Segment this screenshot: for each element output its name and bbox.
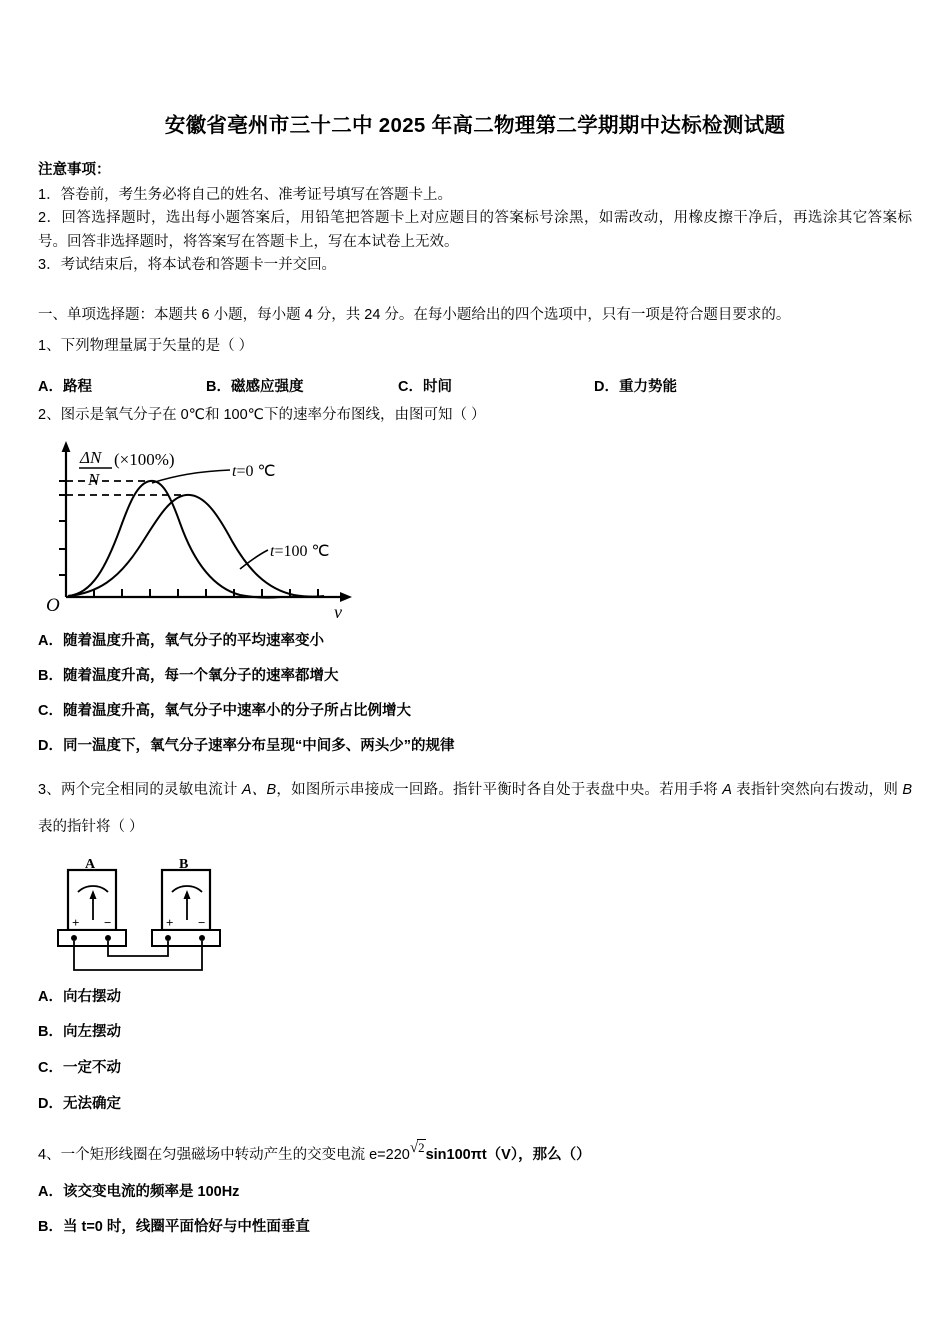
radicand-value: 2: [418, 1139, 425, 1155]
question-2-option-a[interactable]: A．随着温度升高，氧气分子的平均速率变小: [38, 633, 324, 650]
question-4-text-2: sin100πt（V），那么（）: [425, 1146, 591, 1163]
question-2-stem: [38, 402, 912, 430]
meter-b-positive-terminal-label: +: [166, 914, 174, 930]
question-1-text: 下列物理量属于矢量的是（ ）: [60, 338, 254, 355]
question-1-stem: [38, 333, 912, 361]
question-4-text-1: 一个矩形线圈在匀强磁场中转动产生的交变电流 e=220: [60, 1146, 410, 1163]
question-3-meter-ab: A、B: [241, 781, 277, 798]
question-3-options: [38, 988, 912, 1114]
notice-item-3: 3．考试结束后，将本试卷和答题卡一并交回。: [38, 257, 337, 274]
meter-a-negative-terminal-label: −: [104, 914, 112, 930]
question-1-options: [38, 375, 912, 396]
notice-item-2: 2．回答选择题时，选出每小题答案后，用铅笔把答题卡上对应题目的答案标号涂黑，如需改动，用橡皮擦干净后，再选涂其它答案标号。回答非选择题时，将答案写在答题卡上，写在本试卷上无效。: [38, 210, 912, 250]
question-2-options: [38, 632, 912, 755]
y-axis-label-denominator: N: [88, 470, 100, 490]
question-4-option-b[interactable]: B．当 t=0 时，线圈平面恰好与中性面垂直: [38, 1219, 310, 1236]
meter-a-label: A: [85, 857, 96, 872]
question-3-text-4: 表的指针将（ ）: [38, 818, 144, 835]
question-2-option-c[interactable]: C．随着温度升高，氧气分子中速率小的分子所占比例增大: [38, 702, 411, 719]
galvanometer-circuit-figure: [0, 858, 950, 978]
question-1-option-d[interactable]: D．重力势能: [594, 378, 677, 395]
notice-item-1: 1．答卷前，考生务必将自己的姓名、准考证号填写在答题卡上。: [38, 187, 453, 203]
question-3-text-1: 两个完全相同的灵敏电流计: [61, 781, 242, 798]
meter-b-label: B: [179, 857, 189, 872]
galvanometer-circuit-diagram: [50, 858, 250, 978]
question-3-number: 3、: [38, 781, 62, 798]
page-title: 安徽省亳州市三十二中 2025 年高二物理第二学期期中达标检测试题: [164, 114, 786, 137]
section-heading-single-choice: 一、单项选择题：本题共 6 小题，每小题 4 分，共 24 分。在每小题给出的四个选项中，只有一项是符合题目要求的。: [38, 306, 791, 323]
x-axis-label: v: [334, 602, 342, 623]
speed-distribution-chart: [44, 437, 374, 622]
question-3-text-3: 表指针突然向右拨动，则: [731, 781, 903, 798]
question-1-number: 1、: [38, 338, 61, 355]
question-3-option-b[interactable]: B．向左摆动: [38, 1024, 121, 1041]
question-3-option-c[interactable]: C．一定不动: [38, 1060, 121, 1077]
question-2-number: 2、: [38, 406, 61, 423]
radical-icon: √: [409, 1139, 419, 1156]
question-3-option-a[interactable]: A．向右摆动: [38, 988, 121, 1005]
question-4-option-a[interactable]: A．该交变电流的频率是 100Hz: [38, 1184, 240, 1201]
question-3-stem: [38, 772, 912, 846]
question-3-option-d[interactable]: D．无法确定: [38, 1096, 121, 1113]
curve-label-t0: t=0 ℃: [232, 463, 276, 481]
curve-label-t100: t=100 ℃: [270, 543, 330, 561]
question-4-number: 4、: [38, 1146, 61, 1163]
notice-heading: 注意事项：: [38, 162, 111, 178]
question-3-meter-b: B: [902, 781, 913, 798]
y-axis-label-numerator: ΔN: [80, 448, 102, 468]
origin-label: O: [46, 595, 60, 617]
meter-b-negative-terminal-label: −: [198, 914, 206, 930]
question-4-stem: [38, 1134, 912, 1170]
question-1-option-a[interactable]: A．路程: [38, 378, 92, 395]
speed-distribution-figure: [0, 437, 950, 622]
question-1-option-c[interactable]: C．时间: [398, 378, 452, 395]
meter-a-positive-terminal-label: +: [72, 914, 80, 930]
question-2-option-b[interactable]: B．随着温度升高，每一个氧分子的速率都增大: [38, 668, 339, 685]
y-axis-label-suffix: (×100%): [114, 450, 175, 470]
question-2-text: 图示是氧气分子在 0℃和 100℃下的速率分布图线，由图可知（ ）: [60, 406, 486, 423]
question-1-option-b[interactable]: B．磁感应强度: [206, 378, 304, 395]
sqrt-expression: [410, 1134, 426, 1163]
question-4-options: [38, 1183, 912, 1237]
notice-block: [0, 138, 950, 278]
question-2-option-d[interactable]: D．同一温度下，氧气分子速率分布呈现“中间多、两头少”的规律: [38, 737, 455, 754]
question-3-meter-a: A: [722, 781, 732, 798]
question-3-text-2: ，如图所示串接成一回路。指针平衡时各自处于表盘中央。若用手将: [276, 781, 723, 798]
